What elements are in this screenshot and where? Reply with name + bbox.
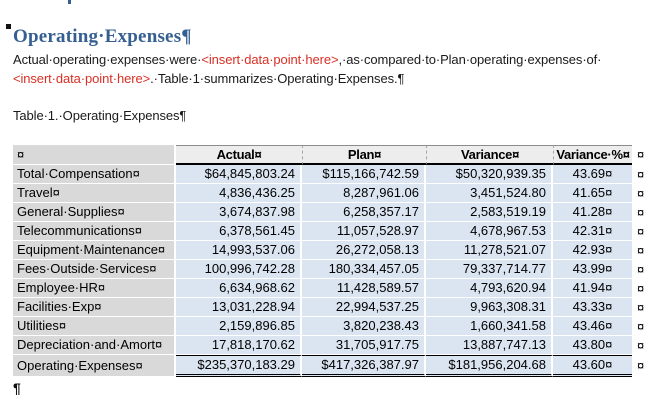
row-label-cell[interactable]: Travel¤ <box>13 184 176 203</box>
plan-value-cell[interactable]: 11,057,528.97 <box>302 222 426 241</box>
end-of-row-marker: ¤ <box>637 166 645 182</box>
plan-value-cell[interactable]: 11,428,589.57 <box>302 279 426 298</box>
operating-expenses-table[interactable] <box>13 145 656 377</box>
body-text: ,·as·compared·to·Plan·operating·expenses·of· <box>338 52 602 67</box>
keep-with-next-marker <box>6 24 11 29</box>
row-label-cell[interactable]: Depreciation·and·Amort¤ <box>13 336 176 355</box>
table-row <box>13 184 656 203</box>
column-header-label[interactable]: ¤ <box>13 145 176 165</box>
actual-value-cell[interactable]: 14,993,537.06 <box>176 241 302 260</box>
actual-value-cell[interactable]: 6,378,561.45 <box>176 222 302 241</box>
pilcrow-mark[interactable]: ¶ <box>13 380 21 396</box>
end-of-row-marker: ¤ <box>637 204 645 220</box>
cropped-paragraph-mark-artifact <box>68 0 71 4</box>
body-text: Actual·operating·expenses·were· <box>13 52 202 67</box>
variance-value-cell[interactable]: 13,887,747.13 <box>426 336 553 355</box>
body-text: .·Table·1·summarizes·Operating·Expenses. <box>150 70 398 86</box>
plan-value-cell[interactable]: 3,820,238.43 <box>302 317 426 336</box>
variance-pct-cell[interactable]: 41.28¤ <box>553 203 632 222</box>
actual-value-cell[interactable]: 17,818,170.62 <box>176 336 302 355</box>
variance-value-cell[interactable]: 4,793,620.94 <box>426 279 553 298</box>
table-header-row <box>13 145 656 165</box>
actual-value-cell[interactable]: 100,996,742.28 <box>176 260 302 279</box>
variance-value-cell[interactable]: $50,320,939.35 <box>426 165 553 184</box>
variance-value-cell[interactable]: 9,963,308.31 <box>426 298 553 317</box>
end-of-row-marker: ¤ <box>637 318 645 334</box>
variance-value-cell[interactable]: 2,583,519.19 <box>426 203 553 222</box>
variance-value-cell[interactable]: $181,956,204.68 <box>426 355 553 377</box>
actual-value-cell[interactable]: 2,159,896.85 <box>176 317 302 336</box>
end-of-row-marker: ¤ <box>637 299 645 315</box>
row-label-cell[interactable]: Equipment·Maintenance¤ <box>13 241 176 260</box>
table-row <box>13 279 656 298</box>
plan-value-cell[interactable]: $115,166,742.59 <box>302 165 426 184</box>
end-of-row-marker: ¤ <box>637 261 645 277</box>
column-header-variance-pct[interactable]: Variance·%¤ <box>553 145 632 165</box>
plan-value-cell[interactable]: $417,326,387.97 <box>302 355 426 377</box>
actual-value-cell[interactable]: $64,845,803.24 <box>176 165 302 184</box>
column-header-variance[interactable]: Variance¤ <box>426 145 553 165</box>
variance-pct-cell[interactable]: 43.60¤ <box>553 355 632 377</box>
plan-value-cell[interactable]: 8,287,961.06 <box>302 184 426 203</box>
column-header-actual[interactable]: Actual¤ <box>176 145 302 165</box>
actual-value-cell[interactable]: 6,634,968.62 <box>176 279 302 298</box>
actual-value-cell[interactable]: 13,031,228.94 <box>176 298 302 317</box>
table-row <box>13 298 656 317</box>
table-row <box>13 317 656 336</box>
variance-pct-cell[interactable]: 41.94¤ <box>553 279 632 298</box>
table-total-row <box>13 355 656 377</box>
row-label-cell[interactable]: Fees·Outside·Services¤ <box>13 260 176 279</box>
actual-value-cell[interactable]: 3,674,837.98 <box>176 203 302 222</box>
variance-pct-cell[interactable]: 42.93¤ <box>553 241 632 260</box>
end-of-row-marker: ¤ <box>637 185 645 201</box>
table-row <box>13 165 656 184</box>
variance-value-cell[interactable]: 11,278,521.07 <box>426 241 553 260</box>
column-header-plan[interactable]: Plan¤ <box>302 145 426 165</box>
table-row <box>13 222 656 241</box>
row-label-cell[interactable]: Facilities·Exp¤ <box>13 298 176 317</box>
plan-value-cell[interactable]: 26,272,058.13 <box>302 241 426 260</box>
table-row <box>13 203 656 222</box>
heading-text: Operating·Expenses <box>13 26 182 47</box>
end-of-row-marker: ¤ <box>637 358 645 373</box>
row-label-cell[interactable]: Telecommunications¤ <box>13 222 176 241</box>
end-of-row-marker: ¤ <box>637 223 645 239</box>
pilcrow-mark: ¶ <box>397 70 405 86</box>
variance-pct-cell[interactable]: 43.99¤ <box>553 260 632 279</box>
actual-value-cell[interactable]: $235,370,183.29 <box>176 355 302 377</box>
page-title[interactable] <box>13 25 192 48</box>
table-row <box>13 241 656 260</box>
table-row <box>13 336 656 355</box>
pilcrow-mark: ¶ <box>179 108 187 123</box>
variance-pct-cell[interactable]: 43.33¤ <box>553 298 632 317</box>
placeholder-text: <insert·data·point·here> <box>13 70 151 86</box>
variance-pct-cell[interactable]: 42.31¤ <box>553 222 632 241</box>
row-label-cell[interactable]: Total·Compensation¤ <box>13 165 176 184</box>
intro-paragraph[interactable] <box>13 51 601 88</box>
plan-value-cell[interactable]: 6,258,357.17 <box>302 203 426 222</box>
row-label-cell[interactable]: Employee·HR¤ <box>13 279 176 298</box>
row-label-cell[interactable]: General·Supplies¤ <box>13 203 176 222</box>
variance-pct-cell[interactable]: 43.69¤ <box>553 165 632 184</box>
table-row <box>13 260 656 279</box>
variance-pct-cell[interactable]: 43.80¤ <box>553 336 632 355</box>
plan-value-cell[interactable]: 180,334,457.05 <box>302 260 426 279</box>
variance-value-cell[interactable]: 79,337,714.77 <box>426 260 553 279</box>
actual-value-cell[interactable]: 4,836,436.25 <box>176 184 302 203</box>
end-of-row-marker: ¤ <box>637 280 645 296</box>
table-caption[interactable] <box>13 107 186 124</box>
plan-value-cell[interactable]: 31,705,917.75 <box>302 336 426 355</box>
variance-value-cell[interactable]: 4,678,967.53 <box>426 222 553 241</box>
variance-value-cell[interactable]: 1,660,341.58 <box>426 317 553 336</box>
row-label-cell[interactable]: Utilities¤ <box>13 317 176 336</box>
variance-value-cell[interactable]: 3,451,524.80 <box>426 184 553 203</box>
variance-pct-cell[interactable]: 41.65¤ <box>553 184 632 203</box>
pilcrow-mark: ¶ <box>181 26 192 47</box>
end-of-row-marker: ¤ <box>637 147 645 162</box>
end-of-row-marker: ¤ <box>637 337 645 353</box>
variance-pct-cell[interactable]: 43.46¤ <box>553 317 632 336</box>
row-label-cell[interactable]: Operating·Expenses¤ <box>13 355 176 377</box>
plan-value-cell[interactable]: 22,994,537.25 <box>302 298 426 317</box>
placeholder-text: <insert·data·point·here> <box>201 52 339 67</box>
caption-text: Table·1.·Operating·Expenses <box>13 108 180 123</box>
end-of-row-marker: ¤ <box>637 242 645 258</box>
